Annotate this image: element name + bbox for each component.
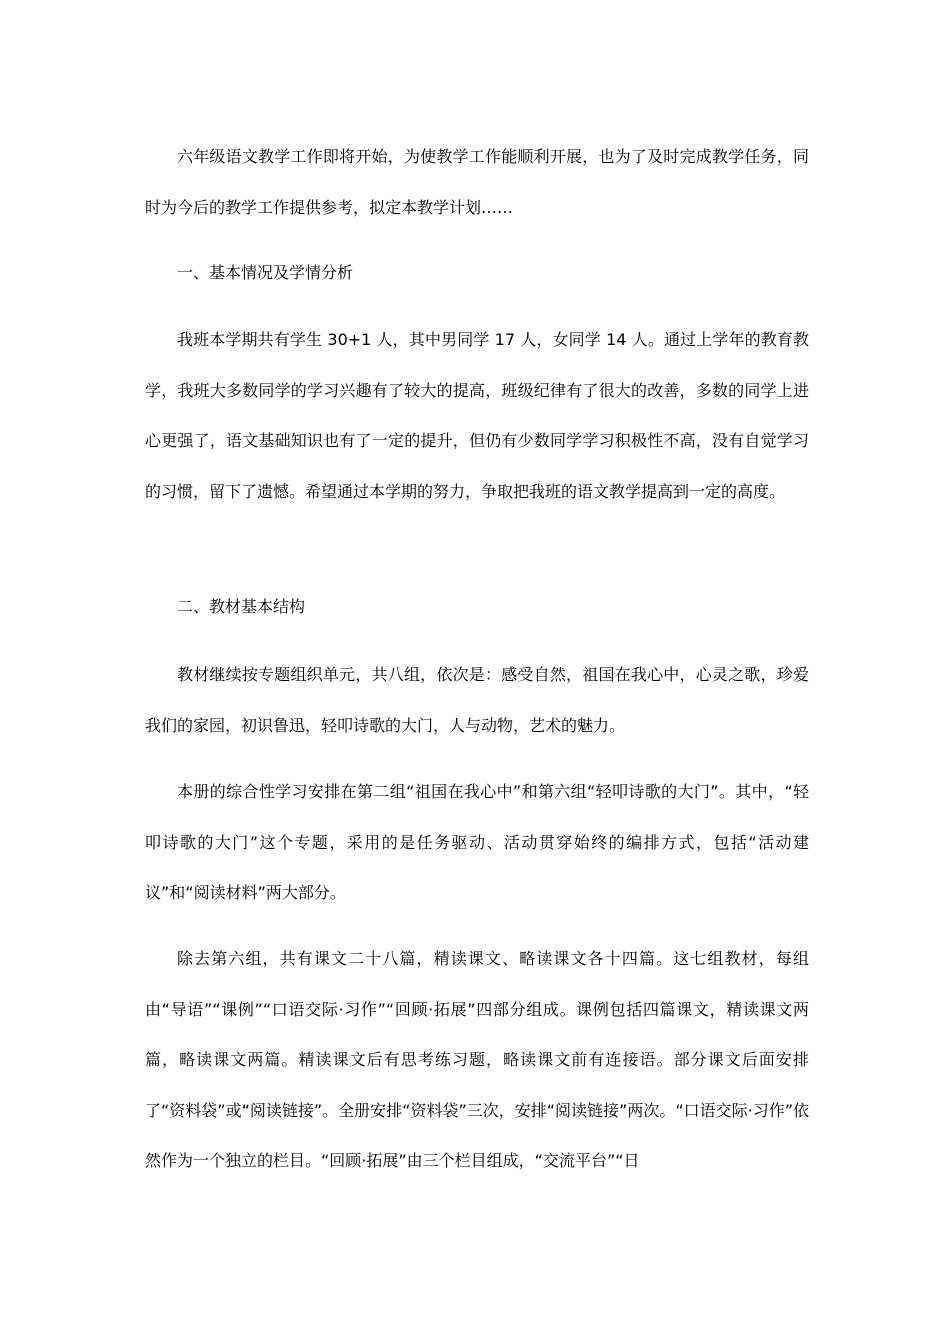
- comprehensive-learning-paragraph: 本册的综合性学习安排在第二组“祖国在我心中”和第六组“轻叩诗歌的大门”。其中，“轻叩诗歌的大门”这个专题，采用的是任务驱动、活动贯穿始终的编排方式，包括“活动建议”和“阅读材料”两大部分。: [145, 782, 809, 902]
- textbook-units-paragraph: 教材继续按专题组织单元，共八组，依次是：感受自然，祖国在我心中，心灵之歌，珍爱我们的家园，初识鲁迅，轻叩诗歌的大门，人与动物，艺术的魅力。: [145, 665, 809, 735]
- basic-situation-paragraph: 我班本学期共有学生 30+1 人，其中男同学 17 人，女同学 14 人。通过上学年的教育教学，我班大多数同学的学习兴趣有了较大的提高，班级纪律有了很大的改善，多数的同学上进心更强了，语文基础知识也有了一定的提升，但仍有少数同学学习积极性不高，没有自觉学习的习惯，留下了遗憾。希望通过本学期的努力，争取把我班的语文教学提高到一定的高度。: [145, 330, 809, 501]
- section-heading-textbook-structure: 二、教材基本结构: [177, 597, 306, 616]
- section-heading-basic-situation: 一、基本情况及学情分析: [177, 263, 354, 282]
- lesson-composition-paragraph: 除去第六组，共有课文二十八篇，精读课文、略读课文各十四篇。这七组教材，每组由“导语”“课例”“口语交际·习作”“回顾·拓展”四部分组成。课例包括四篇课文，精读课文两篇，略读课文两篇。精读课文后有思考练习题，略读课文前有连接语。部分课文后面安排了“资料袋”或“阅读链接”。全册安排“资料袋”三次，安排“阅读链接”两次。“口语交际·习作”依然作为一个独立的栏目。“回顾·拓展”由三个栏目组成，“交流平台”“日: [145, 949, 809, 1170]
- intro-paragraph: 六年级语文教学工作即将开始，为使教学工作能顺利开展，也为了及时完成教学任务，同时为今后的教学工作提供参考，拟定本教学计划……: [145, 147, 809, 217]
